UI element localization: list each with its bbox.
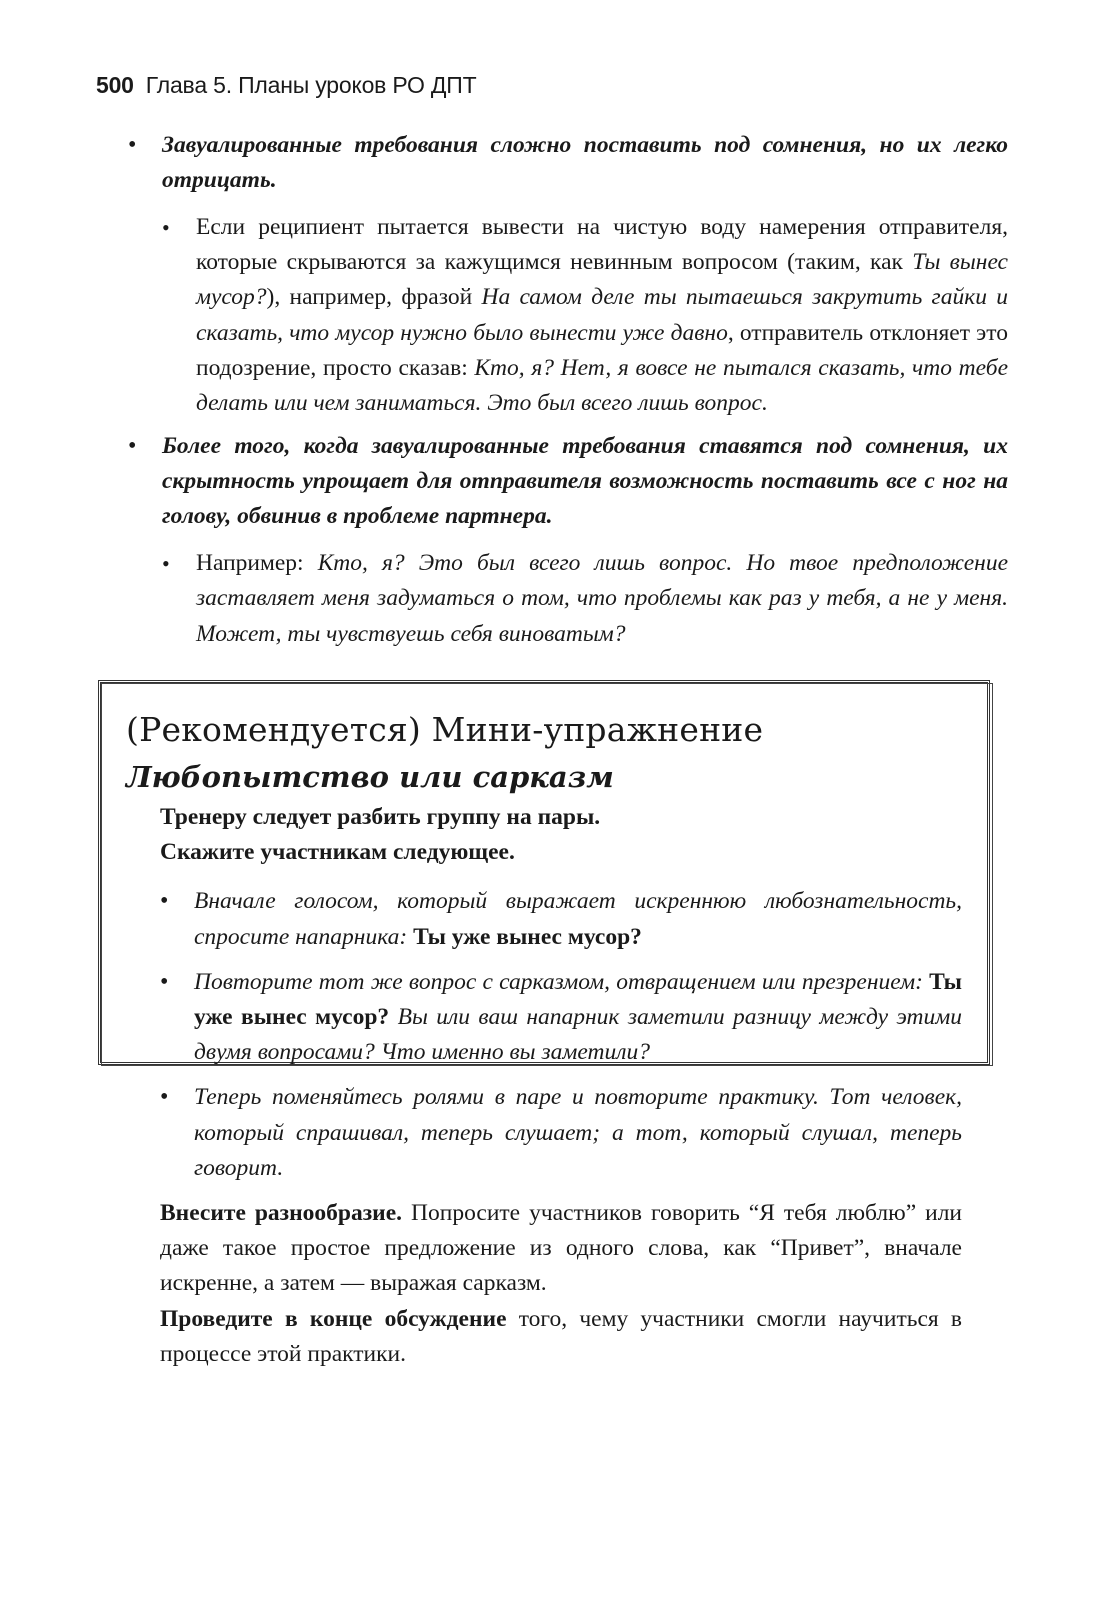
exercise-item-3-text: Теперь поменяйтесь ролями в паре и повторите практику. Тот человек, который спрашивал, теперь слушает; а тот, который слушал, теперь говорит. bbox=[194, 1084, 962, 1181]
sub-bullet-2-quote-1: Кто, я? Это был всего лишь вопрос. Но твое предположение заставляет меня задуматься о том, что проблемы как раз у тебя, а не у меня. Может, ты чувствуешь себя виноватым? bbox=[196, 550, 1008, 647]
bullet-point-2 bbox=[128, 429, 1008, 534]
exercise-discussion-lead: Проведите в конце обсуждение bbox=[160, 1305, 507, 1332]
sub-bullet-1-text-3: , отправитель отклоняет это подозрение, просто сказав: bbox=[196, 319, 1008, 381]
exercise-box-inner bbox=[101, 683, 993, 1367]
sub-bullet-1-quote-1: Ты вынес мусор? bbox=[196, 249, 1008, 311]
exercise-item-2-text-2: Вы или ваш напарник заметили разницу между этими двумя вопросами? Что именно вы заметили? bbox=[194, 1004, 962, 1066]
exercise-instruction-1: Тренеру следует разбить группу на пары. bbox=[160, 804, 601, 830]
exercise-list-item-1 bbox=[160, 884, 962, 954]
exercise-title: (Рекомендуется) Мини-упражнение bbox=[126, 710, 764, 749]
exercise-item-2-question: Ты уже вынес мусор? bbox=[194, 968, 962, 1031]
exercise-list bbox=[160, 884, 962, 1186]
exercise-box bbox=[98, 680, 996, 1367]
bullet-icon: • bbox=[160, 888, 169, 915]
page-number: 500 bbox=[96, 72, 134, 98]
exercise-subtitle: Любопытство или сарказм bbox=[126, 760, 614, 794]
bullet-point-2-lead: Более того, когда завуалированные требования ставятся под сомнения, их скрытность упрощает для отправителя возможность поставить все с ног на голову, обвинив в проблеме партнера. bbox=[162, 433, 1008, 530]
bullet-icon: • bbox=[128, 132, 137, 158]
bullet-point-1-lead: Завуалированные требования сложно поставить под сомнения, но их легко отрицать. bbox=[162, 132, 1008, 193]
sub-bullet-2-text-1: Например: bbox=[196, 550, 318, 577]
exercise-item-1-question: Ты уже вынес мусор? bbox=[413, 923, 642, 950]
bullet-icon: • bbox=[160, 1084, 169, 1111]
sub-bullet-2 bbox=[162, 546, 1008, 652]
bullet-icon: • bbox=[162, 551, 170, 577]
exercise-discussion-text: того, чему участники смогли научиться в процессе этой практики. bbox=[160, 1305, 962, 1367]
sub-bullet-1-text-2: ), например, фразой bbox=[266, 284, 482, 311]
exercise-variety-text: Попросите участников говорить “Я тебя люблю” или даже такое простое предложение из одного слова, как “Привет”, вначале искренне, а затем — выражая сарказм. bbox=[160, 1200, 962, 1297]
sub-bullet-1-text-1: Если реципиент пытается вывести на чистую воду намерения отправителя, которые скрываются за кажущимся невинным вопросом (таким, как bbox=[196, 214, 1008, 276]
bullet-icon: • bbox=[162, 215, 170, 240]
exercise-list-item-3 bbox=[160, 1080, 962, 1186]
main-text bbox=[128, 128, 1008, 652]
sub-bullet-1 bbox=[162, 210, 1008, 421]
exercise-list-item-2 bbox=[160, 965, 962, 1071]
exercise-variety-lead: Внесите разнообразие. bbox=[160, 1200, 403, 1227]
exercise-discussion-paragraph bbox=[160, 1302, 962, 1372]
bullet-icon: • bbox=[128, 433, 137, 460]
bullet-point-1 bbox=[128, 128, 1008, 198]
running-head bbox=[96, 72, 476, 99]
exercise-variety-paragraph bbox=[160, 1196, 962, 1302]
exercise-item-2-text: Повторите тот же вопрос с сарказмом, отвращением или презрением: bbox=[194, 968, 930, 995]
running-title: Глава 5. Планы уроков РО ДПТ bbox=[145, 72, 477, 98]
sub-bullet-1-quote-3: Кто, я? Нет, я вовсе не пытался сказать, что тебе делать или чем заниматься. Это был всего лишь вопрос. bbox=[196, 354, 1009, 417]
bullet-icon: • bbox=[160, 968, 169, 995]
exercise-instruction-2: Скажите участникам следующее. bbox=[160, 839, 515, 866]
sub-bullet-1-quote-2: На самом деле ты пытаешься закрутить гайки и сказать, что мусор нужно было вынести уже давно bbox=[196, 284, 1008, 346]
exercise-body bbox=[160, 800, 962, 1372]
exercise-item-1-text: Вначале голосом, который выражает искреннюю любознательность, спросите напарника: bbox=[194, 888, 962, 950]
